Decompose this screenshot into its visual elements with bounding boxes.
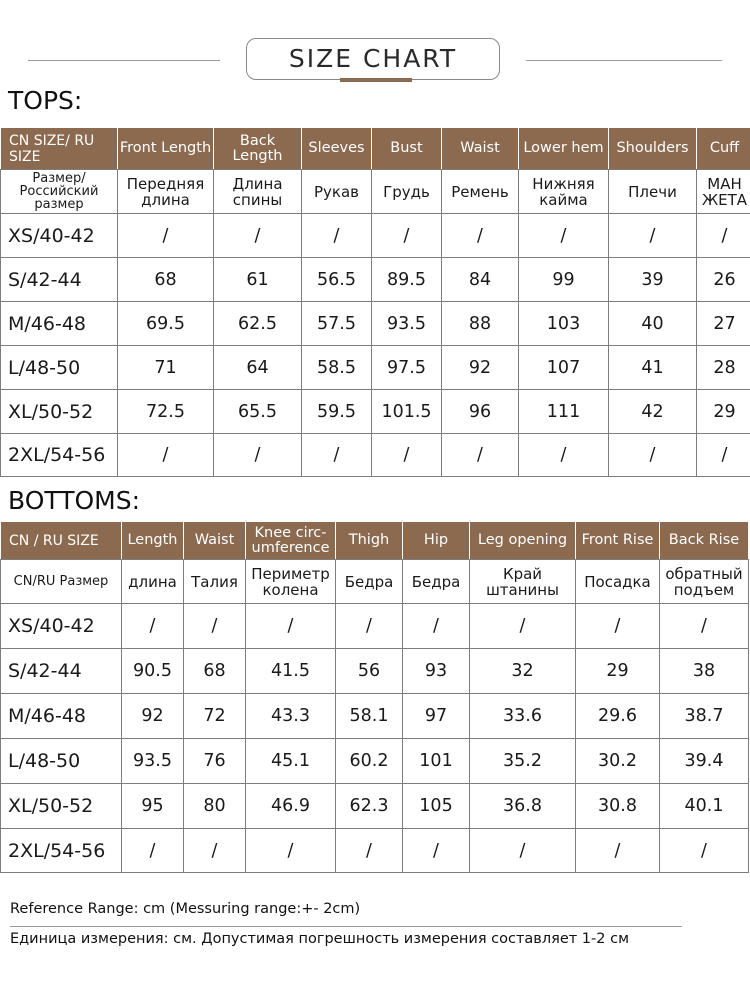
table-cell: 26 <box>697 258 750 302</box>
table-cell: / <box>697 214 750 258</box>
ru-col-header: Размер/ Российский размер <box>1 170 118 214</box>
table-cell: 101.5 <box>372 390 442 434</box>
size-label: M/46-48 <box>1 694 122 739</box>
table-cell: 72 <box>184 694 246 739</box>
ru-col-header: Периметр колена <box>246 560 336 604</box>
table-cell: 105 <box>403 784 470 829</box>
col-header: Length <box>122 522 184 560</box>
table-cell: / <box>442 434 519 477</box>
table-cell: / <box>660 604 749 649</box>
table-cell: 40.1 <box>660 784 749 829</box>
tops-heading: TOPS: <box>8 86 83 115</box>
table-row <box>1 784 749 829</box>
bottoms-ru-header-row <box>1 560 749 604</box>
table-cell: / <box>302 214 372 258</box>
table-cell: / <box>442 214 519 258</box>
size-label: XS/40-42 <box>1 604 122 649</box>
table-cell: 56.5 <box>302 258 372 302</box>
table-cell: 72.5 <box>118 390 214 434</box>
bottoms-size-table <box>0 521 749 873</box>
table-cell: / <box>403 829 470 873</box>
table-cell: / <box>246 604 336 649</box>
table-row <box>1 739 749 784</box>
col-header: Front Rise <box>576 522 660 560</box>
size-chart-title-area <box>0 0 750 90</box>
table-cell: / <box>302 434 372 477</box>
ru-col-header: Край штанины <box>470 560 576 604</box>
table-cell: 71 <box>118 346 214 390</box>
table-cell: 97 <box>403 694 470 739</box>
table-cell: 56 <box>336 649 403 694</box>
col-header: Waist <box>184 522 246 560</box>
size-label: S/42-44 <box>1 649 122 694</box>
bottoms-header-row <box>1 522 749 560</box>
table-cell: 92 <box>122 694 184 739</box>
bottoms-heading: BOTTOMS: <box>8 486 141 515</box>
table-row <box>1 829 749 873</box>
table-cell: 30.2 <box>576 739 660 784</box>
table-cell: 46.9 <box>246 784 336 829</box>
table-cell: 30.8 <box>576 784 660 829</box>
size-label: L/48-50 <box>1 739 122 784</box>
table-cell: / <box>403 604 470 649</box>
table-cell: 68 <box>184 649 246 694</box>
table-cell: 65.5 <box>214 390 302 434</box>
col-header: Cuff <box>697 128 750 170</box>
table-cell: / <box>122 604 184 649</box>
ru-col-header: Бедра <box>336 560 403 604</box>
col-header: Waist <box>442 128 519 170</box>
table-cell: / <box>214 214 302 258</box>
table-cell: 95 <box>122 784 184 829</box>
table-cell: 92 <box>442 346 519 390</box>
table-cell: / <box>372 434 442 477</box>
col-header: Front Length <box>118 128 214 170</box>
table-cell: 93.5 <box>372 302 442 346</box>
table-cell: 38 <box>660 649 749 694</box>
tops-header-row <box>1 128 750 170</box>
table-cell: / <box>609 214 697 258</box>
table-cell: / <box>576 604 660 649</box>
col-header: Shoulders <box>609 128 697 170</box>
size-label: 2XL/54-56 <box>1 829 122 873</box>
table-cell: 57.5 <box>302 302 372 346</box>
ru-col-header: Передняя длина <box>118 170 214 214</box>
table-cell: / <box>609 434 697 477</box>
table-cell: 41.5 <box>246 649 336 694</box>
table-cell: 111 <box>519 390 609 434</box>
ru-col-header: Рукав <box>302 170 372 214</box>
table-cell: 64 <box>214 346 302 390</box>
table-cell: 68 <box>118 258 214 302</box>
col-header: Hip <box>403 522 470 560</box>
table-cell: 99 <box>519 258 609 302</box>
ru-col-header: МАН ЖЕТА <box>697 170 750 214</box>
table-cell: 62.5 <box>214 302 302 346</box>
size-label: S/42-44 <box>1 258 118 302</box>
table-cell: 36.8 <box>470 784 576 829</box>
note-divider <box>10 926 682 927</box>
table-cell: / <box>336 829 403 873</box>
table-cell: 28 <box>697 346 750 390</box>
table-cell: 38.7 <box>660 694 749 739</box>
table-cell: 43.3 <box>246 694 336 739</box>
table-cell: 61 <box>214 258 302 302</box>
table-cell: 39 <box>609 258 697 302</box>
table-cell: / <box>184 829 246 873</box>
table-row <box>1 390 750 434</box>
russian-measurement-note: Единица измерения: см. Допустимая погрешность измерения составляет 1-2 см <box>10 931 630 947</box>
tops-size-table <box>0 127 750 477</box>
col-header: Leg opening <box>470 522 576 560</box>
table-row <box>1 649 749 694</box>
table-cell: / <box>372 214 442 258</box>
table-row <box>1 302 750 346</box>
table-cell: 58.5 <box>302 346 372 390</box>
table-cell: 84 <box>442 258 519 302</box>
table-cell: / <box>184 604 246 649</box>
size-label: XL/50-52 <box>1 784 122 829</box>
table-cell: / <box>660 829 749 873</box>
title-divider-left <box>28 60 220 61</box>
table-cell: 39.4 <box>660 739 749 784</box>
table-cell: 101 <box>403 739 470 784</box>
table-cell: 103 <box>519 302 609 346</box>
ru-col-header: Талия <box>184 560 246 604</box>
table-row <box>1 258 750 302</box>
table-cell: / <box>122 829 184 873</box>
table-cell: 96 <box>442 390 519 434</box>
table-cell: 89.5 <box>372 258 442 302</box>
table-cell: 76 <box>184 739 246 784</box>
col-header: Lower hem <box>519 128 609 170</box>
col-header: Thigh <box>336 522 403 560</box>
table-cell: 41 <box>609 346 697 390</box>
table-cell: 107 <box>519 346 609 390</box>
table-cell: 29.6 <box>576 694 660 739</box>
ru-col-header: Плечи <box>609 170 697 214</box>
table-cell: / <box>519 214 609 258</box>
ru-col-header: Бедра <box>403 560 470 604</box>
table-cell: / <box>336 604 403 649</box>
size-label: M/46-48 <box>1 302 118 346</box>
table-cell: 40 <box>609 302 697 346</box>
ru-col-header: длина <box>122 560 184 604</box>
ru-col-header: Нижняя кайма <box>519 170 609 214</box>
table-cell: / <box>118 434 214 477</box>
title-accent-bar <box>340 78 412 82</box>
ru-col-header: Посадка <box>576 560 660 604</box>
table-cell: / <box>697 434 750 477</box>
table-cell: 32 <box>470 649 576 694</box>
table-cell: / <box>118 214 214 258</box>
reference-range-note: Reference Range: cm (Messuring range:+- 2cm) <box>10 901 361 917</box>
table-row <box>1 214 750 258</box>
tops-ru-header-row <box>1 170 750 214</box>
table-cell: 80 <box>184 784 246 829</box>
table-cell: 69.5 <box>118 302 214 346</box>
table-row <box>1 346 750 390</box>
table-cell: 59.5 <box>302 390 372 434</box>
page-title: SIZE CHART <box>246 38 500 80</box>
table-row <box>1 694 749 739</box>
table-cell: 29 <box>576 649 660 694</box>
size-label: L/48-50 <box>1 346 118 390</box>
ru-col-header: Ремень <box>442 170 519 214</box>
col-header: Sleeves <box>302 128 372 170</box>
col-header: Knee circ- umference <box>246 522 336 560</box>
title-divider-right <box>526 60 722 61</box>
table-cell: 62.3 <box>336 784 403 829</box>
size-label: XS/40-42 <box>1 214 118 258</box>
table-cell: 42 <box>609 390 697 434</box>
col-header: Bust <box>372 128 442 170</box>
table-row <box>1 604 749 649</box>
table-cell: / <box>470 604 576 649</box>
table-cell: / <box>576 829 660 873</box>
table-cell: 29 <box>697 390 750 434</box>
table-cell: 33.6 <box>470 694 576 739</box>
table-cell: 60.2 <box>336 739 403 784</box>
ru-col-header: CN/RU Размер <box>1 560 122 604</box>
table-row <box>1 434 750 477</box>
table-cell: / <box>246 829 336 873</box>
table-cell: 93.5 <box>122 739 184 784</box>
table-cell: 93 <box>403 649 470 694</box>
table-cell: 88 <box>442 302 519 346</box>
ru-col-header: Длина спины <box>214 170 302 214</box>
col-header: CN / RU SIZE <box>1 522 122 560</box>
table-cell: 45.1 <box>246 739 336 784</box>
col-header: Back Length <box>214 128 302 170</box>
col-header: Back Rise <box>660 522 749 560</box>
table-cell: / <box>519 434 609 477</box>
col-header: CN SIZE/ RU SIZE <box>1 128 118 170</box>
table-cell: / <box>214 434 302 477</box>
size-label: XL/50-52 <box>1 390 118 434</box>
table-cell: 35.2 <box>470 739 576 784</box>
table-cell: 97.5 <box>372 346 442 390</box>
table-cell: 58.1 <box>336 694 403 739</box>
table-cell: 27 <box>697 302 750 346</box>
size-label: 2XL/54-56 <box>1 434 118 477</box>
table-cell: 90.5 <box>122 649 184 694</box>
ru-col-header: Грудь <box>372 170 442 214</box>
table-cell: / <box>470 829 576 873</box>
ru-col-header: обратный подъем <box>660 560 749 604</box>
